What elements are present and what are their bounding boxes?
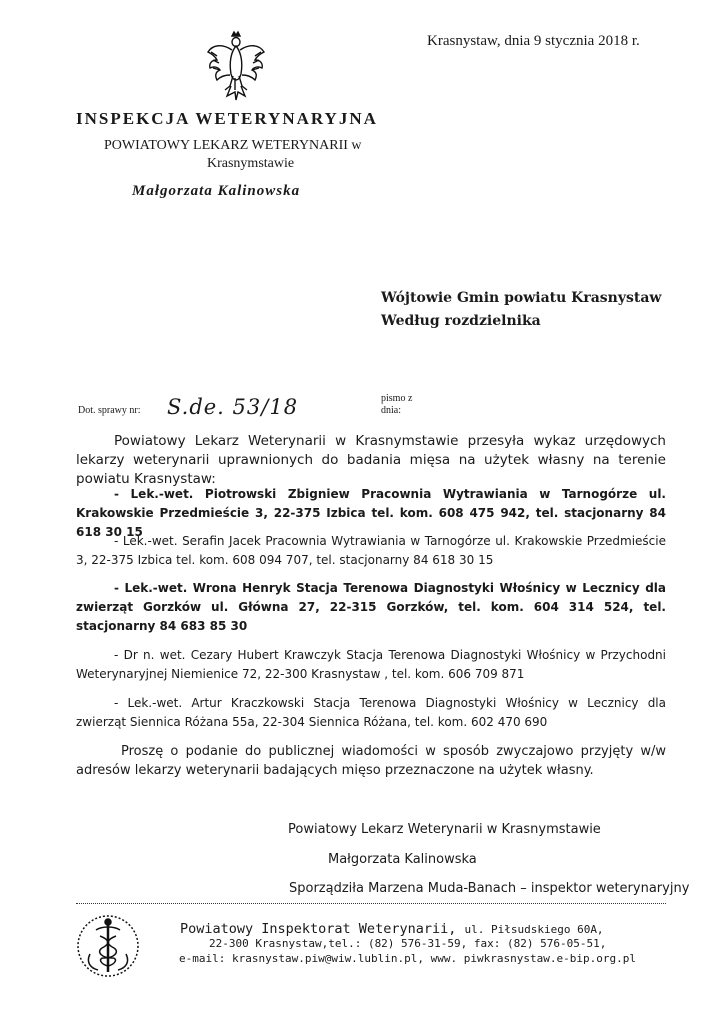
- vet-entry-4: - Dr n. wet. Cezary Hubert Krawczyk Stacja Terenowa Diagnostyki Włośnicy w Przychodni Weterynaryjnej Niemienice 72, 22-300 Krasnystaw , tel. kom. 606 709 871: [76, 648, 666, 681]
- subtitle-line1: POWIATOWY LEKARZ WETERYNARII w: [104, 138, 362, 153]
- pismo-label: pismo z: [381, 393, 413, 404]
- vet-entry-2: - Lek.-wet. Serafin Jacek Pracownia Wytrawiania w Tarnogórze ul. Krakowskie Przedmieście 3, 22-375 Izbica tel. kom. 608 094 707, tel. stacjonarny 84 618 30 15: [76, 534, 666, 567]
- eagle-emblem-icon: [205, 30, 267, 102]
- official-name: Małgorzata Kalinowska: [132, 183, 301, 199]
- vet-entry-3: - Lek.-wet. Wrona Henryk Stacja Terenowa Diagnostyki Włośnicy w Lecznicy dla zwierząt Gorzków ul. Główna 27, 22-315 Gorzków, tel. kom. 604 314 524, tel. stacjonarny 84 683 85 30: [76, 581, 666, 633]
- intro-paragraph: Powiatowy Lekarz Weterynarii w Krasnymstawie przesyła wykaz urzędowych lekarzy weterynarii uprawnionych do badania mięsa na użytek własny na terenie powiatu Krasnystaw:: [76, 433, 666, 487]
- subtitle-line2: Krasnymstawie: [207, 156, 295, 171]
- addressee-line2: Według rozdzielnika: [381, 313, 541, 329]
- closing-paragraph: Proszę o podanie do publicznej wiadomości w sposób zwyczajowo przyjęty w/w adresów lekarzy weterynarii badających mięso przeznaczone na użytek własny.: [76, 744, 666, 778]
- signature-name: Małgorzata Kalinowska: [328, 852, 477, 867]
- vet-entry-1: - Lek.-wet. Piotrowski Zbigniew Pracownia Wytrawiania w Tarnogórze ul. Krakowskie Przedmieście 3, 22-375 Izbica tel. kom. 608 475 942, tel. stacjonarny 84 618 30 15: [76, 487, 666, 539]
- letter-date: Krasnystaw, dnia 9 stycznia 2018 r.: [427, 33, 640, 49]
- footer-city-phone: 22-300 Krasnystaw,tel.: (82) 576-31-59, fax: (82) 576-05-51,: [209, 937, 607, 950]
- footer-email-web: e-mail: krasnystaw.piw@wiw.lublin.pl, www. piwkrasnystaw.e-bip.org.pl: [179, 952, 636, 965]
- addressee-line1: Wójtowie Gmin powiatu Krasnystaw: [381, 290, 662, 306]
- footer-inspectorate: Powiatowy Inspektorat Weterynarii, ul. Piłsudskiego 60A,: [180, 921, 604, 937]
- footer-divider: [76, 903, 666, 904]
- organization-title: INSPEKCJA WETERYNARYJNA: [76, 109, 378, 128]
- dnia-label: dnia:: [381, 405, 401, 416]
- reference-label: Dot. sprawy nr:: [78, 405, 141, 416]
- caduceus-logo-icon: [76, 914, 140, 978]
- signature-title: Powiatowy Lekarz Weterynarii w Krasnymstawie: [288, 822, 601, 837]
- prepared-by: Sporządziła Marzena Muda-Banach – inspektor weterynaryjny: [289, 881, 690, 896]
- reference-number-handwritten: S.de. 53/18: [167, 395, 299, 419]
- vet-entry-5: - Lek.-wet. Artur Kraczkowski Stacja Terenowa Diagnostyki Włośnicy w Lecznicy dla zwierząt Siennica Różana 55a, 22-304 Siennica Różana, tel. kom. 602 470 690: [76, 696, 666, 729]
